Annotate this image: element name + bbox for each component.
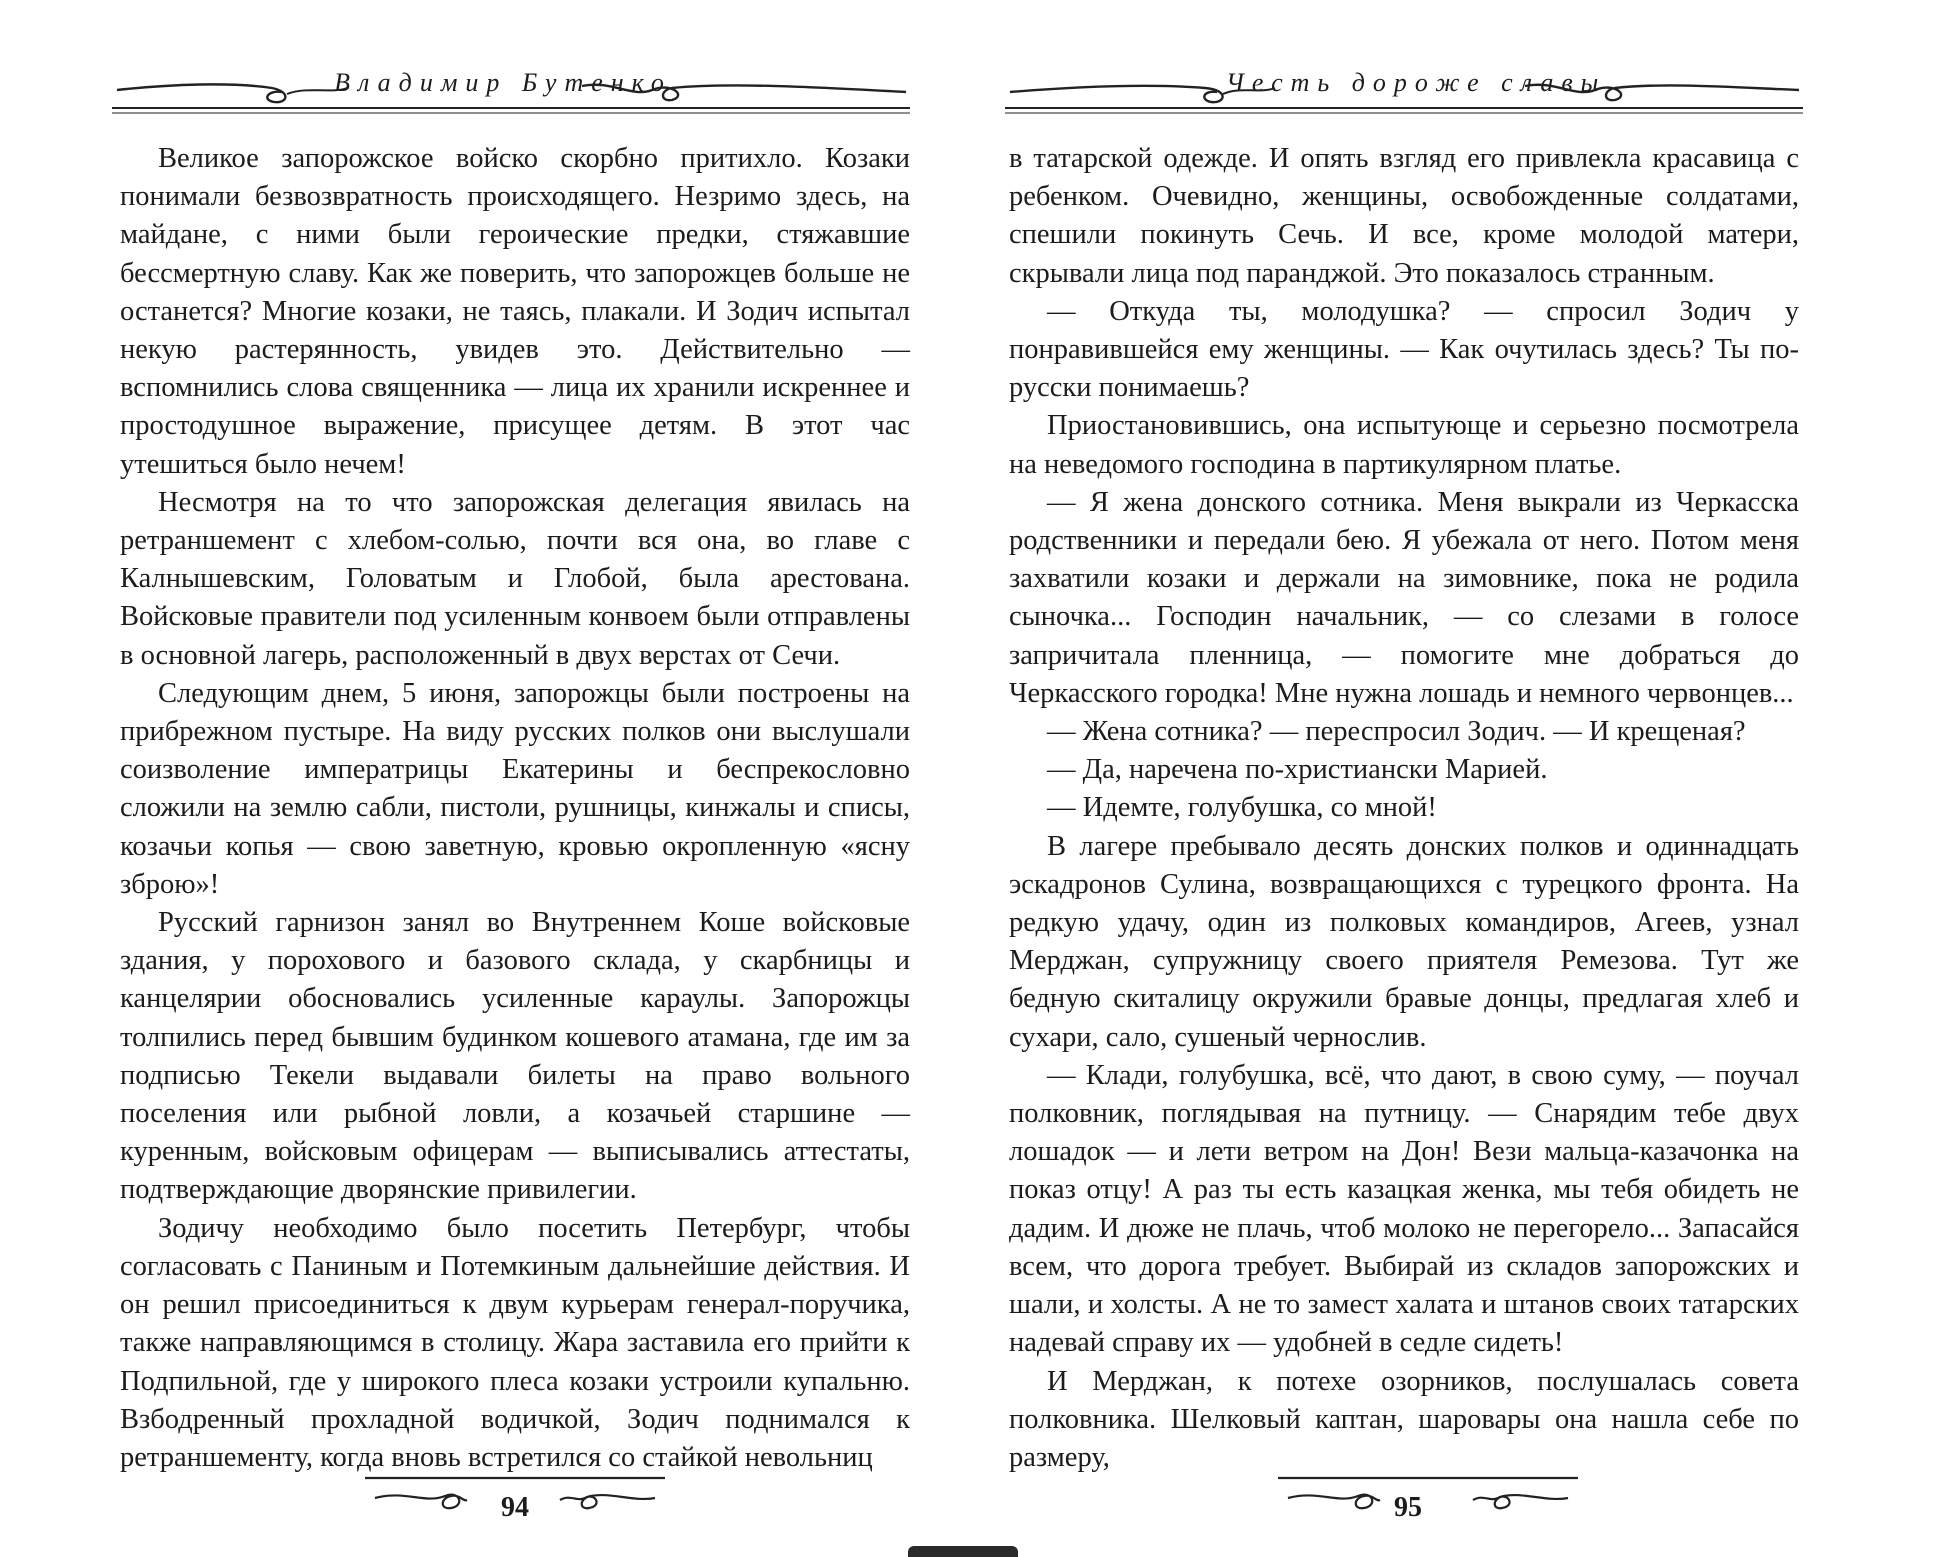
paragraph: В лагере пребывало десять донских полков и одиннадцать эскадронов Сулина, возвращающихся с турецкого фронта. На редкую удачу, один из полковых командиров, Агеев, узнал Мерджан, супружницу своего приятеля Ремезова. Тут же бедную скиталицу окружили бравые донцы, предлагая хлеб и сухари, сало, сушеный чернослив. — [1009, 830, 1799, 1053]
paragraph: И Мерджан, к потехе озорников, послушалась совета полковника. Шелковый каптан, шаровары она нашла себе по размеру, — [1009, 1365, 1799, 1473]
left-page-body — [120, 140, 910, 1477]
paragraph: — Откуда ты, молодушка? — спросил Зодич у понравившейся ему женщины. — Как очутилась здесь? Ты по-русски понимаешь? — [1009, 295, 1799, 404]
header-flourish-ornament — [112, 82, 910, 122]
paragraph: — Клади, голубушка, всё, что дают, в свою суму, — поучал полковник, поглядывая на путницу. — Снарядим тебе двух лошадок — и лети ветром на Дон! Вези мальца-казачонка на показ отцу! А раз ты есть казацкая женка, мы тебя обидеть не дадим. И дюже не плачь, чтоб молоко не перегорело... Запасайся всем, что дорога требует. Выбирай из складов запорожских и шали, и холсты. А не то замест халата и штанов своих татарских надевай справу их — удобней в седле сидеть! — [1009, 1059, 1799, 1359]
running-head-title: Честь дороже славы — [1226, 68, 1607, 97]
paragraph: — Я жена донского сотника. Меня выкрали из Черкасска родственники и передали бею. Я убежала от него. Потом меня захватили козаки и держали на зимовнике, пока не родила сыночка... Господин начальник, — со слезами в голосе запричитала пленница, — помогите мне добраться до Черкасского городка! Мне нужна лошадь и немного червонцев... — [1009, 486, 1799, 709]
paragraph: Приостановившись, она испытующе и серьезно посмотрела на неведомого господина в партикулярном платье. — [1009, 410, 1799, 480]
paragraph: — Жена сотника? — переспросил Зодич. — И крещеная? — [1047, 716, 1746, 748]
paragraph: Зодичу необходимо было посетить Петербург, чтобы согласовать с Паниным и Потемкиным дальнейшие действия. И он решил присоединиться к двум курьерам генерал-поручика, также направляющимся в столицу. Жара заставила его прийти к Подпильной, где у широкого плеса козаки устроили купальню. Взбодренный прохладной водичкой, Зодич поднимался к ретраншементу, когда вновь встретился со стайкой невольниц — [120, 1212, 910, 1473]
paragraph: — Да, наречена по-христиански Марией. — [1047, 754, 1548, 786]
paragraph: Великое запорожское войско скорбно притихло. Козаки понимали безвозвратность происходящего. Незримо здесь, на майдане, с ними были героические предки, стяжавшие бессмертную славу. Как же поверить, что запорожцев больше не останется? Многие козаки, не таясь, плакали. И Зодич испытал некую растерянность, увидев это. Действительно — вспомнились слова священника — лица их хранили искреннее и простодушное выражение, присущее детям. В этот час утешиться было нечем! — [120, 143, 910, 480]
page-number: 95 — [1394, 1492, 1422, 1523]
right-page-body — [1009, 140, 1799, 1477]
paragraph: Следующим днем, 5 июня, запорожцы были построены на прибрежном пустыре. На виду русских полков они выслушали соизволение императрицы Екатерины и беспрекословно сложили на землю сабли, пистоли, рушницы, кинжалы и списы, козачьи копья — свою заветную, кровью окропленную «ясну зброю»! — [120, 677, 910, 900]
paragraph: — Идемте, голубушка, со мной! — [1047, 792, 1437, 824]
page-number: 94 — [501, 1492, 529, 1523]
paragraph: в татарской одежде. И опять взгляд его привлекла красавица с ребенком. Очевидно, женщины, освобожденные солдатами, спешили покинуть Сечь. И все, кроме молодой матери, скрывали лица под паранджой. Это показалось странным. — [1009, 143, 1799, 289]
binding-edge-mark — [908, 1546, 1018, 1557]
running-head-author: Владимир Бутенко — [334, 68, 672, 97]
right-page — [971, 0, 1942, 1557]
header-flourish-ornament — [1005, 82, 1803, 122]
paragraph: Несмотря на то что запорожская делегация явилась на ретраншемент с хлебом-солью, почти вся она, во главе с Калнышевским, Головатым и Глобой, была арестована. Войсковые правители под усиленным конвоем были отправлены в основной лагерь, расположенный в двух верстах от Сечи. — [120, 486, 910, 671]
paragraph: Русский гарнизон занял во Внутреннем Коше войсковые здания, у порохового и базового склада, у скарбницы и канцелярии обосновались усиленные караулы. Запорожцы толпились перед бывшим будинком кошевого атамана, где им за подписью Текели выдавали билеты на право вольного поселения или рыбной ловли, а козачьей старшине — куренным, войсковым офицерам — выписывались аттестаты, подтверждающие дворянские привилегии. — [120, 907, 910, 1206]
